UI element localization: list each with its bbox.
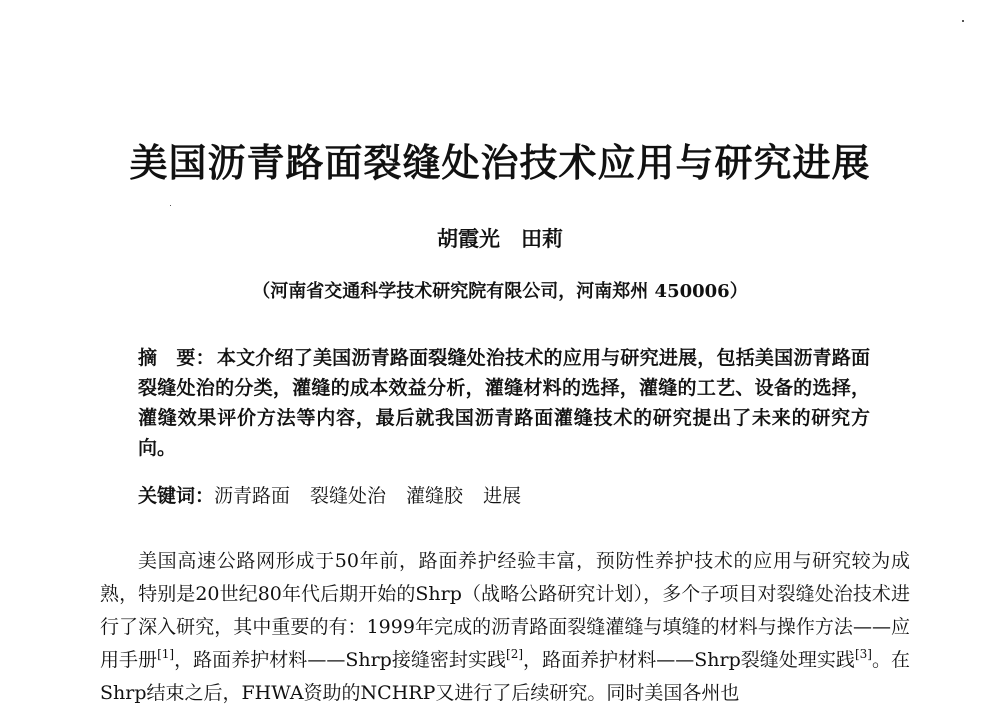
scan-speck [170,205,171,206]
abstract-text: 本文介绍了美国沥青路面裂缝处治技术的应用与研究进展，包括美国沥青路面裂缝处治的分类，灌缝的成本效益分析，灌缝材料的选择，灌缝的工艺、设备的选择，灌缝效果评价方法等内容，最后就我国沥青路面灌缝技术的研究提出了未来的研究方向。 [138,347,870,459]
keyword-item: 进展 [483,485,522,507]
body-text-part: ，路面养护材料——Shrp接缝密封实践 [174,649,507,671]
body-text-part: 美国高速公路网形成于50年前，路面养护经验丰富，预防性养护技术的应用与研究较为成熟，特别是20世纪80年代后期开始的Shrp（战略公路研究计划），多个子项目对裂缝处治技术进行了深入研究，其中重要的有：1999年完成的沥青路面裂缝灌缝与填缝的材料与操作方法——应用手册 [100,550,910,671]
body-text-part: ，路面养护材料——Shrp裂缝处理实践 [523,649,855,671]
affiliation: （河南省交通科学技术研究院有限公司，河南郑州 450006） [252,281,748,302]
abstract-label: 摘 要： [138,347,215,369]
citation-ref: [1] [157,647,175,661]
keyword-item: 裂缝处治 [310,485,387,507]
citation-ref: [3] [854,647,872,661]
abstract [138,343,870,463]
authors: 胡霞光 田莉 [437,226,563,251]
keyword-item: 灌缝胶 [406,485,464,507]
citation-ref: [2] [506,647,524,661]
body-paragraph [100,545,910,710]
keywords-label: 关键词： [138,485,215,507]
keywords [138,481,870,508]
paper-title: 美国沥青路面裂缝处治技术应用与研究进展 [129,140,871,185]
keyword-item: 沥青路面 [214,485,291,507]
body-text-part: 。在Shrp结束之后，FHWA资助的NCHRP又进行了后续研究。同时美国各州也 [100,649,910,704]
scan-speck [962,20,964,22]
